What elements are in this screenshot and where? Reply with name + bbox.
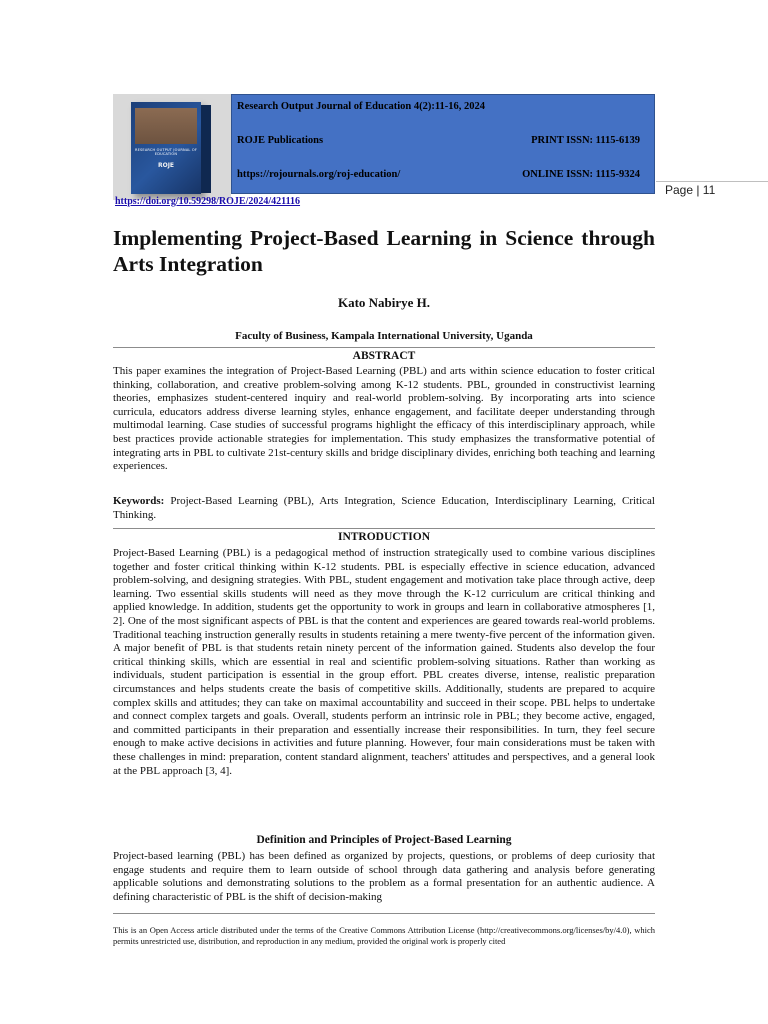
keywords [113, 495, 655, 522]
introduction-top-rule [113, 528, 655, 529]
cover-title: RESEARCH OUTPUT JOURNAL OF EDUCATION [134, 148, 198, 156]
journal-url[interactable]: https://rojournals.org/roj-education/ [237, 169, 401, 180]
author-name: Kato Nabirye H. [337, 295, 431, 310]
definition-text: Project-based learning (PBL) has been defined as organized by projects, questions, or problems of deep curiosity that engage students and require them to learn outside of school through data gathering and analysis before generating applicable solutions and demonstrating solutions to the problem as a formal presentation for an authentic audience. A defining characteristic of PBL is the shift of decision-making [113, 850, 655, 903]
page-divider [656, 181, 768, 182]
page-number: Page | 11 [665, 183, 716, 197]
abstract-heading: ABSTRACT [352, 350, 416, 362]
abstract-top-rule [113, 347, 655, 348]
introduction-heading: INTRODUCTION [337, 531, 430, 543]
publisher-name: ROJE Publications [237, 135, 324, 146]
journal-banner [231, 94, 655, 194]
definition-heading: Definition and Principles of Project-Based Learning [256, 834, 512, 846]
license-footer: This is an Open Access article distributed under the terms of the Creative Commons Attribution License (http://creativecommons.org/licenses/by/4.0), which permits unrestricted use, distribution, and reproduction in any medium, provided the original work is properly cited [113, 925, 655, 946]
keywords-label: Keywords: [113, 495, 165, 507]
online-issn: ONLINE ISSN: 1115-9324 [522, 169, 640, 180]
cover-spine [201, 105, 211, 193]
author-affiliation: Faculty of Business, Kampala International University, Uganda [235, 330, 533, 342]
abstract-text: This paper examines the integration of Project-Based Learning (PBL) and arts within science education to foster critical thinking, collaboration, and creative problem-solving among K-12 students. PBL, grounded in constructivist learning theories, emphasizes student-centered inquiry and real-world problem-solving. By incorporating arts into science curricula, educators address diverse learning styles, enhance engagement, and facilitate deeper understanding through multimodal learning. Case studies of successful programs highlight the efficacy of this interdisciplinary approach, while best practices provide actionable strategies for implementation. This study emphasizes the transformative potential of integrating arts in PBL to cultivate 21st-century skills and bridge disciplinary divides, enriching both teaching and learning experiences. [113, 365, 655, 473]
doi-link[interactable]: https://doi.org/10.59298/ROJE/2024/421116 [115, 196, 301, 207]
introduction-text: Project-Based Learning (PBL) is a pedagogical method of instruction strategically used to combine various disciplines together and foster critical thinking within K-12 students. PBL is especially effective in science education, advanced problem-solving, and designing strategies. With PBL, student engagement and motivation take place through active, deep learning. Two essential skills students will need as they move through the K-12 curriculum are critical thinking and applied knowledge. In addition, students get the opportunity to work in groups and learn in collaborative atmospheres [1, 2]. One of the most significant aspects of PBL is that the content and experiences are geared towards real-world problems. Traditional teaching instruction generally results in students retaining a mere twenty-five percent of the information given. A major benefit of PBL is that students retain ninety percent of the information gained. Students also develop the four critical thinking skills, which are essential in real and scientific problem-solving situations. Rather than working as individuals, student participation is essential in the group effort. PBL creates diverse, intense, realistic preparation circumstances and helps students create the basis of competitive skills. Additionally, students are prepared to acquire complex skills and attitudes; they can take on maximal accountability and succeed in their scope. PBL helps to undertake and connect complex targets and goals. Overall, students perform an intrinsic role in PBL; they become active, engaged, and committed participants in their preparation and essentially increase their responsibilities. In turn, they feel secure enough to make active decisions in activities and future planning. However, four main considerations must be taken with these challenges in mind: preparation, content standard alignment, teachers' attitudes and perspectives, and a general look at the PBL approach [3, 4]. [113, 547, 655, 777]
print-issn: PRINT ISSN: 1115-6139 [531, 135, 640, 146]
journal-cover-image [113, 94, 231, 200]
footer-rule [113, 913, 655, 914]
keywords-list: Project-Based Learning (PBL), Arts Integration, Science Education, Interdisciplinary Learning, Critical Thinking. [113, 495, 655, 521]
cover-logo: ROJE [157, 162, 175, 169]
journal-citation: Research Output Journal of Education 4(2):11-16, 2024 [237, 101, 486, 112]
paper-title: Implementing Project-Based Learning in Science through Arts Integration [113, 226, 655, 276]
cover-photo [135, 108, 197, 144]
